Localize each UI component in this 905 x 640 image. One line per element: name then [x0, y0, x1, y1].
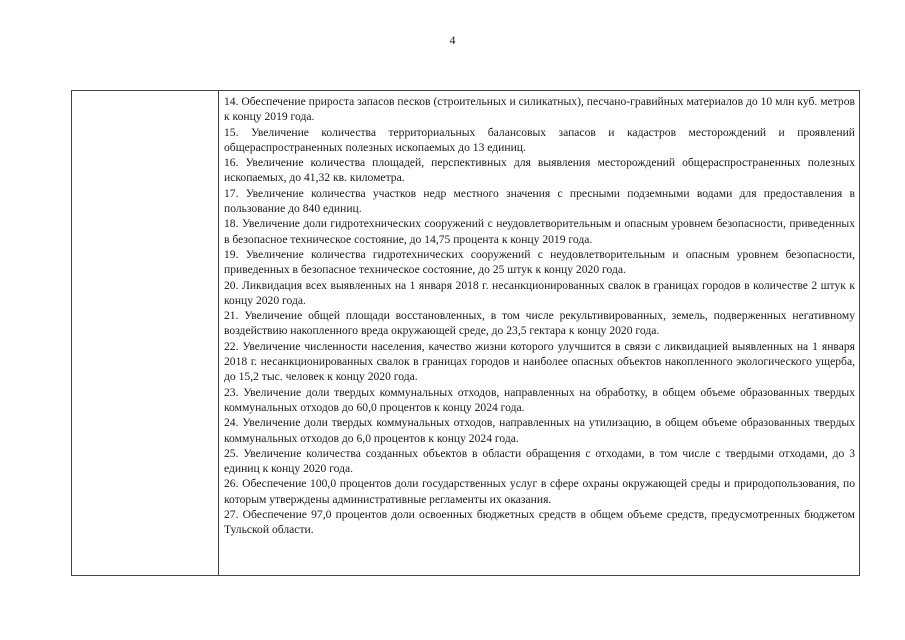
list-item: 23. Увеличение доли твердых коммунальных отходов, направленных на обработку, в общем объеме образованных твердых коммунальных отходов до 60,0 процентов к концу 2024 года.: [224, 385, 855, 414]
list-item: 24. Увеличение доли твердых коммунальных отходов, направленных на утилизацию, в общем объеме образованных твердых коммунальных отходов до 6,0 процентов к концу 2024 года.: [224, 416, 855, 445]
list-item: 22. Увеличение численности населения, качество жизни которого улучшится в связи с ликвидацией выявленных на 1 января 2018 г. несанкционированных свалок в границах городов и наиболее опасных объектов накопленного экологического ущерба, до 15,2 тыс. человек к концу 2020 года.: [224, 339, 855, 384]
list-item: 14. Обеспечение прироста запасов песков (строительных и силикатных), песчано-гравийных материалов до 10 млн куб. метров к концу 2019 года.: [224, 95, 855, 124]
list-item: 17. Увеличение количества участков недр местного значения с пресными подземными водами для предоставления в пользование до 840 единиц.: [224, 186, 855, 216]
list-item: 21. Увеличение общей площади восстановленных, в том числе рекультивированных, земель, подверженных негативному воздействию накопленного вреда окружающей среде, до 23,5 гектара к концу 2020 года.: [224, 309, 855, 338]
page-number: 4: [449, 33, 456, 47]
table-right-cell: [219, 91, 859, 575]
list-item: 26. Обеспечение 100,0 процентов доли государственных услуг в сфере охраны окружающей среды и природопользования, по которым утверждены административные регламенты их оказания.: [224, 477, 855, 506]
list-item: 19. Увеличение количества гидротехнических сооружений с неудовлетворительным и опасным уровнем безопасности, приведенных в безопасное техническое состояние, до 25 штук к концу 2020 года.: [224, 247, 855, 277]
list-item: 15. Увеличение количества территориальных балансовых запасов и кадастров месторождений и проявлений общераспространенных полезных ископаемых до 13 единиц.: [224, 125, 855, 154]
list-item: 18. Увеличение доли гидротехнических сооружений с неудовлетворительным и опасным уровнем безопасности, приведенных в безопасное техническое состояние, до 14,75 процента к концу 2019 года.: [224, 217, 855, 246]
indicators-table: [71, 90, 860, 576]
table-left-cell: [72, 91, 219, 575]
list-item: 27. Обеспечение 97,0 процентов доли освоенных бюджетных средств в общем объеме средств, предусмотренных бюджетом Тульской области.: [224, 508, 855, 537]
list-item: 16. Увеличение количества площадей, перспективных для выявления месторождений общераспространенных полезных ископаемых, до 41,32 кв. километра.: [224, 156, 855, 185]
list-item: 25. Увеличение количества созданных объектов в области обращения с отходами, в том числе с твердыми отходами, до 3 единиц к концу 2020 года.: [224, 446, 855, 476]
list-item: 20. Ликвидация всех выявленных на 1 января 2018 г. несанкционированных свалок в границах городов в количестве 2 штук к концу 2020 года.: [224, 278, 855, 307]
